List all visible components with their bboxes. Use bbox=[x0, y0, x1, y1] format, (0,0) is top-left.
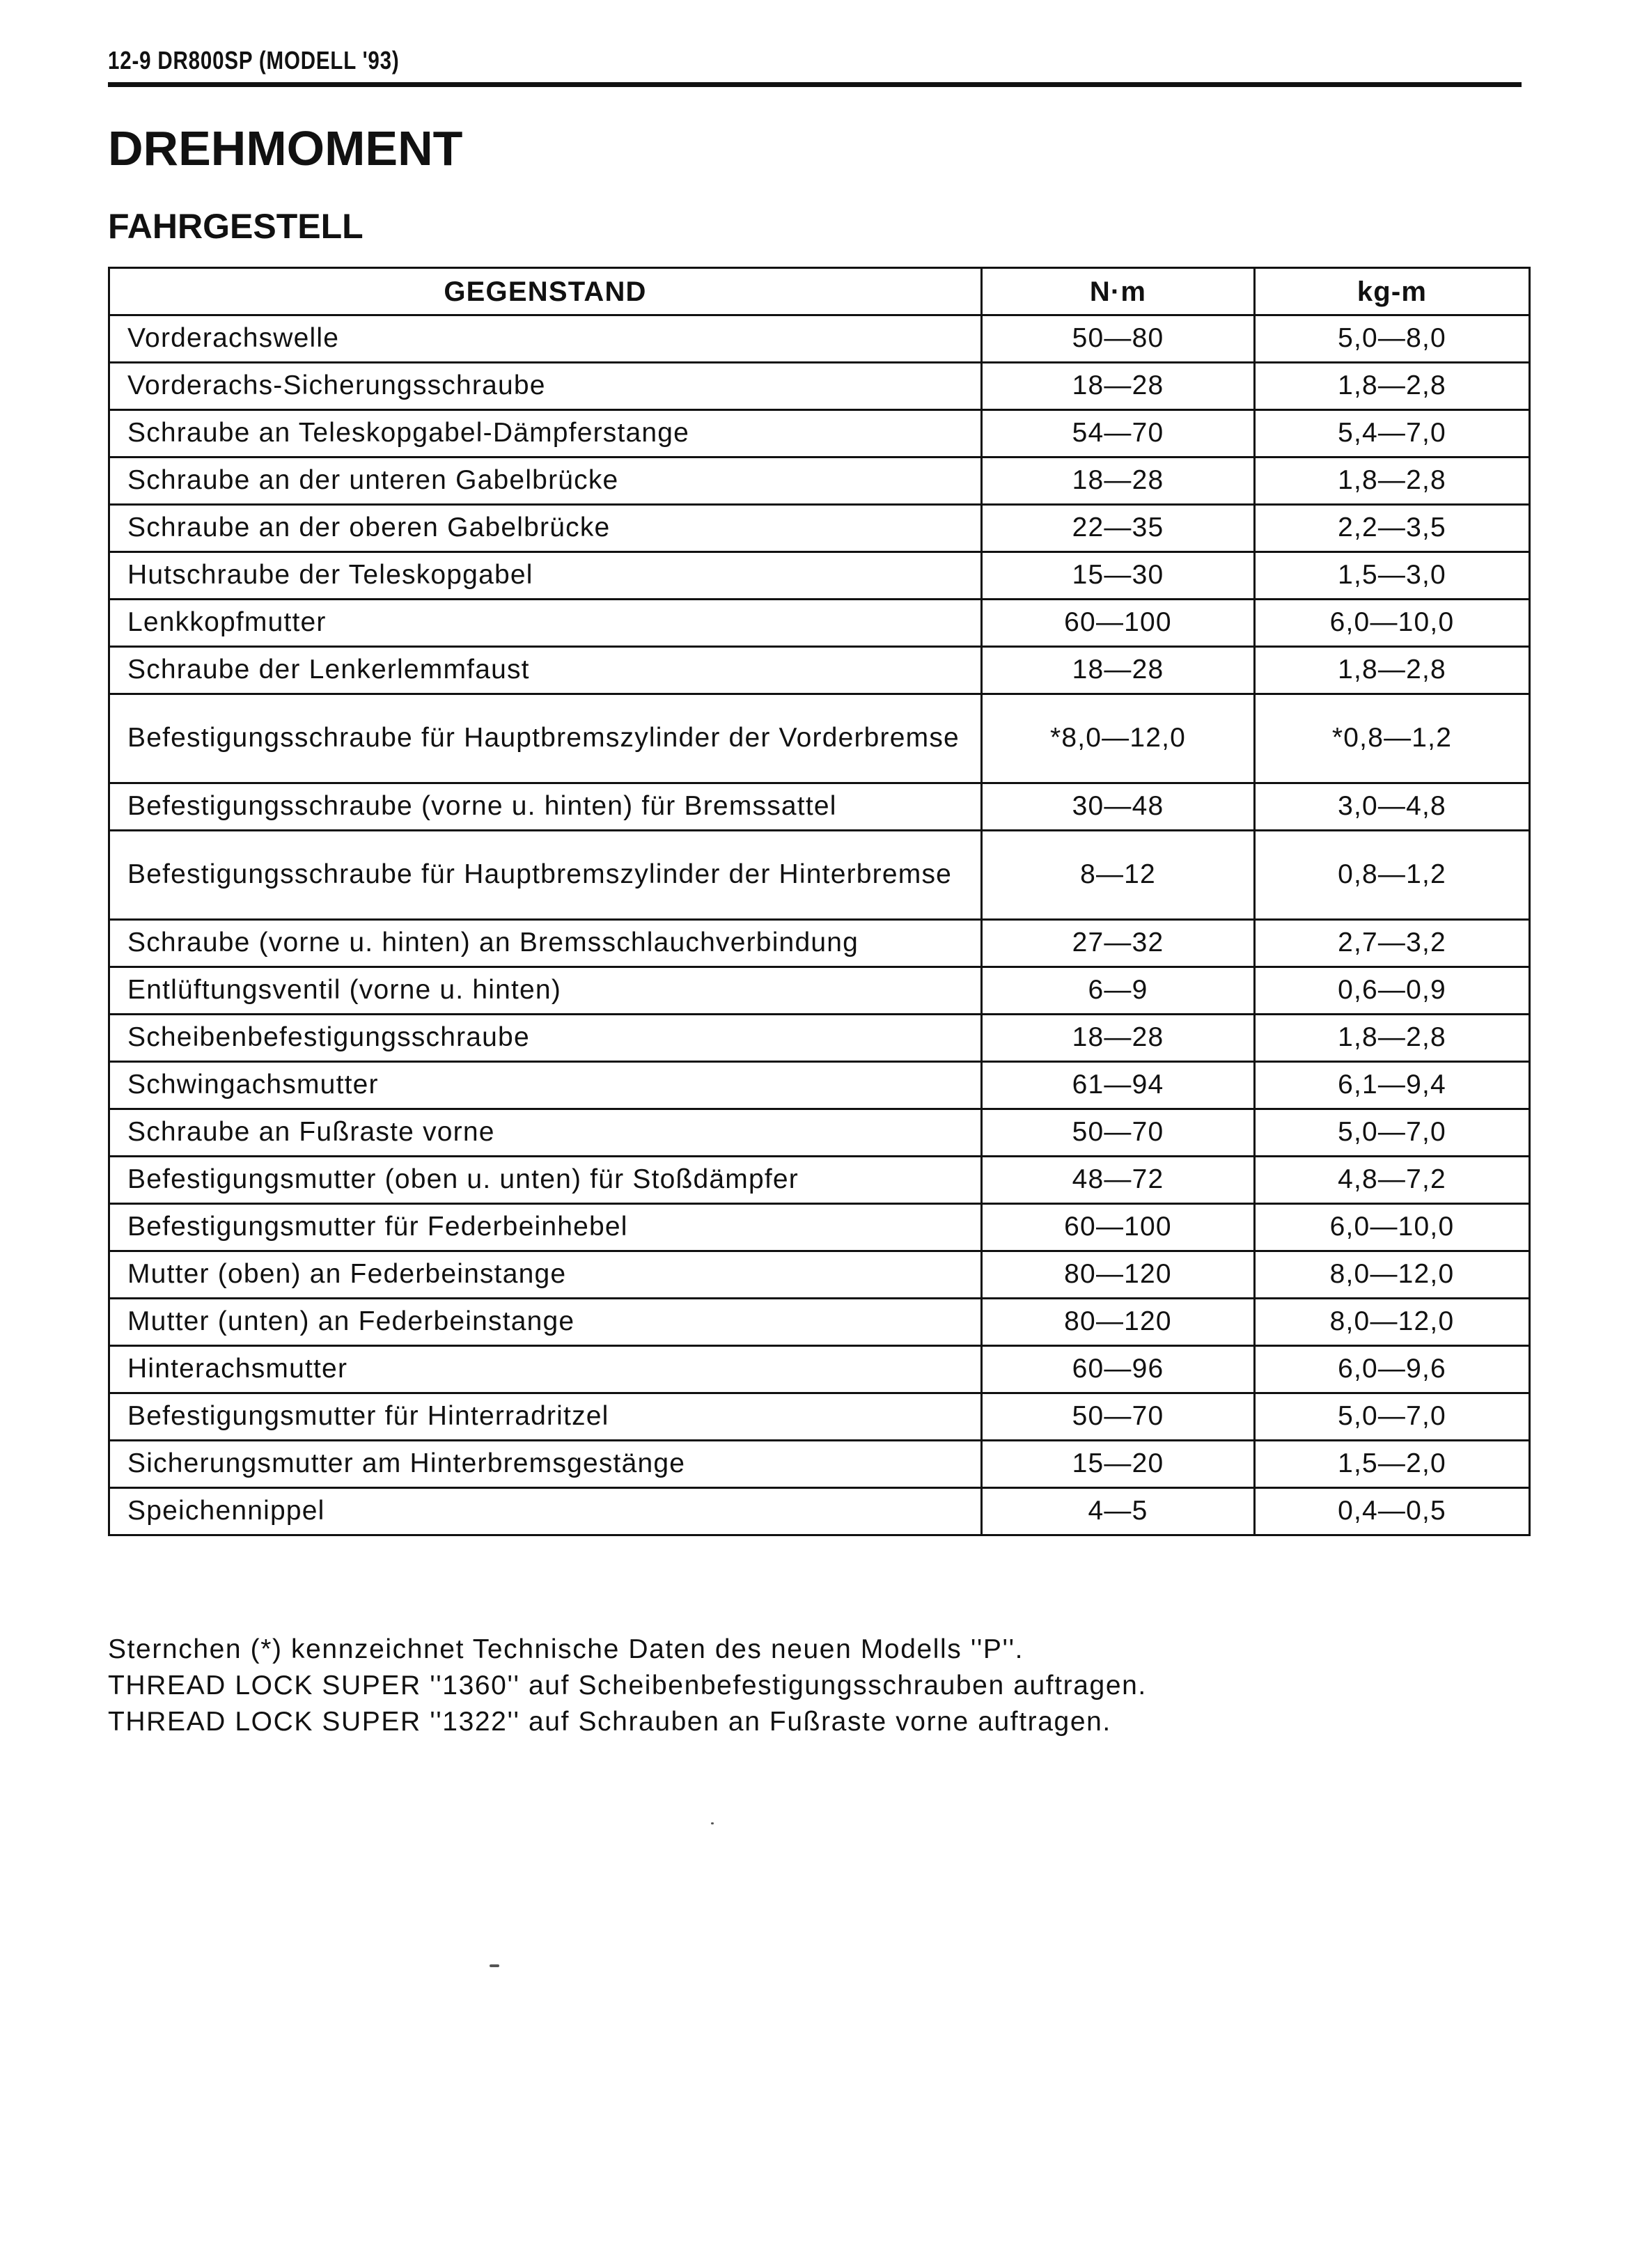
column-header-item: GEGENSTAND bbox=[109, 268, 982, 315]
table-cell-item: Schraube an Fußraste vorne bbox=[109, 1109, 982, 1157]
table-cell-item: Scheibenbefestigungsschraube bbox=[109, 1015, 982, 1062]
section-subtitle: FAHRGESTELL bbox=[108, 207, 363, 246]
table-row bbox=[109, 783, 1530, 831]
table-cell-item: Schraube der Lenkerlemmfaust bbox=[109, 647, 982, 694]
table-cell-kgm: 6,0—10,0 bbox=[1255, 1204, 1530, 1251]
footnote-asterisk: Sternchen (*) kennzeichnet Technische Daten des neuen Modells ''P''. bbox=[108, 1634, 1024, 1664]
table-cell-item: Befestigungsmutter für Federbeinhebel bbox=[109, 1204, 982, 1251]
table-cell-item: Mutter (oben) an Federbeinstange bbox=[109, 1251, 982, 1299]
table-cell-nm: 18—28 bbox=[982, 363, 1255, 410]
table-cell-kgm: 5,0—8,0 bbox=[1255, 315, 1530, 363]
table-cell-nm: 48—72 bbox=[982, 1157, 1255, 1204]
footnote-threadlock-1322: THREAD LOCK SUPER ''1322'' auf Schrauben an Fußraste vorne auftragen. bbox=[108, 1707, 1111, 1737]
page-title: DREHMOMENT bbox=[108, 121, 463, 175]
table-cell-item: Vorderachswelle bbox=[109, 315, 982, 363]
running-head-text: 12-9 DR800SP (MODELL '93) bbox=[108, 46, 400, 75]
table-cell-kgm: 6,1—9,4 bbox=[1255, 1062, 1530, 1109]
table-row bbox=[109, 1062, 1530, 1109]
table-cell-nm: 80—120 bbox=[982, 1251, 1255, 1299]
table-cell-nm: 50—80 bbox=[982, 315, 1255, 363]
table-cell-kgm: 8,0—12,0 bbox=[1255, 1299, 1530, 1346]
table-cell-kgm: 1,8—2,8 bbox=[1255, 647, 1530, 694]
table-row bbox=[109, 457, 1530, 505]
table-cell-nm: 15—20 bbox=[982, 1441, 1255, 1488]
table-row bbox=[109, 600, 1530, 647]
table-cell-item: Schraube an der oberen Gabelbrücke bbox=[109, 505, 982, 552]
table-cell-kgm: 3,0—4,8 bbox=[1255, 783, 1530, 831]
table-cell-nm: 54—70 bbox=[982, 410, 1255, 457]
table-cell-kgm: 4,8—7,2 bbox=[1255, 1157, 1530, 1204]
table-cell-nm: 18—28 bbox=[982, 457, 1255, 505]
table-cell-kgm: 0,6—0,9 bbox=[1255, 967, 1530, 1015]
table-cell-nm: 4—5 bbox=[982, 1488, 1255, 1535]
column-header-nm: N·m bbox=[982, 268, 1255, 315]
table-cell-nm: 60—96 bbox=[982, 1346, 1255, 1393]
table-row bbox=[109, 1157, 1530, 1204]
table-cell-item: Befestigungsmutter für Hinterradritzel bbox=[109, 1393, 982, 1441]
table-row bbox=[109, 647, 1530, 694]
table-row bbox=[109, 920, 1530, 967]
table-row bbox=[109, 967, 1530, 1015]
table-row bbox=[109, 1441, 1530, 1488]
torque-table bbox=[108, 267, 1531, 1536]
table-cell-item: Entlüftungsventil (vorne u. hinten) bbox=[109, 967, 982, 1015]
table-row bbox=[109, 1204, 1530, 1251]
table-cell-kgm: 1,8—2,8 bbox=[1255, 363, 1530, 410]
table-cell-item: Schwingachsmutter bbox=[109, 1062, 982, 1109]
table-cell-kgm: 1,5—3,0 bbox=[1255, 552, 1530, 600]
table-cell-item: Vorderachs-Sicherungsschraube bbox=[109, 363, 982, 410]
table-cell-nm: 61—94 bbox=[982, 1062, 1255, 1109]
table-cell-nm: 50—70 bbox=[982, 1393, 1255, 1441]
column-header-kgm: kg-m bbox=[1255, 268, 1530, 315]
table-cell-nm: 60—100 bbox=[982, 600, 1255, 647]
footnotes bbox=[108, 1632, 1147, 1740]
table-cell-kgm: *0,8—1,2 bbox=[1255, 694, 1530, 783]
table-cell-item: Sicherungsmutter am Hinterbremsgestänge bbox=[109, 1441, 982, 1488]
table-row bbox=[109, 1488, 1530, 1535]
table-row bbox=[109, 694, 1530, 783]
table-cell-item: Schraube an der unteren Gabelbrücke bbox=[109, 457, 982, 505]
table-cell-nm: 60—100 bbox=[982, 1204, 1255, 1251]
table-cell-item: Mutter (unten) an Federbeinstange bbox=[109, 1299, 982, 1346]
table-row bbox=[109, 363, 1530, 410]
table-cell-nm: 22—35 bbox=[982, 505, 1255, 552]
table-cell-kgm: 1,8—2,8 bbox=[1255, 1015, 1530, 1062]
table-row bbox=[109, 552, 1530, 600]
table-cell-item: Lenkkopfmutter bbox=[109, 600, 982, 647]
table-cell-nm: 18—28 bbox=[982, 1015, 1255, 1062]
table-cell-nm: 50—70 bbox=[982, 1109, 1255, 1157]
table-cell-kgm: 0,8—1,2 bbox=[1255, 831, 1530, 920]
table-cell-item: Schraube (vorne u. hinten) an Bremsschlauchverbindung bbox=[109, 920, 982, 967]
table-cell-item: Befestigungsschraube für Hauptbremszylinder der Vorderbremse bbox=[109, 694, 982, 783]
table-cell-item: Befestigungsschraube für Hauptbremszylinder der Hinterbremse bbox=[109, 831, 982, 920]
table-cell-nm: 8—12 bbox=[982, 831, 1255, 920]
table-cell-item: Befestigungsschraube (vorne u. hinten) für Bremssattel bbox=[109, 783, 982, 831]
scan-speck bbox=[711, 1822, 714, 1824]
table-row bbox=[109, 1346, 1530, 1393]
footnote-threadlock-1360: THREAD LOCK SUPER ''1360'' auf Scheibenbefestigungsschrauben auftragen. bbox=[108, 1671, 1147, 1700]
table-cell-nm: 6—9 bbox=[982, 967, 1255, 1015]
table-header-row bbox=[109, 268, 1530, 315]
table-cell-kgm: 1,5—2,0 bbox=[1255, 1441, 1530, 1488]
table-cell-kgm: 5,0—7,0 bbox=[1255, 1109, 1530, 1157]
table-cell-kgm: 0,4—0,5 bbox=[1255, 1488, 1530, 1535]
table-cell-nm: 27—32 bbox=[982, 920, 1255, 967]
table-row bbox=[109, 410, 1530, 457]
table-row bbox=[109, 1299, 1530, 1346]
running-head bbox=[108, 43, 1522, 87]
table-cell-kgm: 2,2—3,5 bbox=[1255, 505, 1530, 552]
table-cell-nm: 15—30 bbox=[982, 552, 1255, 600]
table-row bbox=[109, 1251, 1530, 1299]
table-cell-kgm: 8,0—12,0 bbox=[1255, 1251, 1530, 1299]
table-cell-nm: 30—48 bbox=[982, 783, 1255, 831]
table-cell-nm: *8,0—12,0 bbox=[982, 694, 1255, 783]
table-cell-nm: 80—120 bbox=[982, 1299, 1255, 1346]
scan-speck bbox=[490, 1964, 499, 1967]
table-cell-kgm: 6,0—10,0 bbox=[1255, 600, 1530, 647]
table-row bbox=[109, 831, 1530, 920]
table-cell-kgm: 6,0—9,6 bbox=[1255, 1346, 1530, 1393]
table-row bbox=[109, 1109, 1530, 1157]
table-row bbox=[109, 1015, 1530, 1062]
table-row bbox=[109, 315, 1530, 363]
table-cell-kgm: 1,8—2,8 bbox=[1255, 457, 1530, 505]
table-cell-kgm: 5,0—7,0 bbox=[1255, 1393, 1530, 1441]
table-row bbox=[109, 505, 1530, 552]
table-body bbox=[109, 315, 1530, 1535]
table-cell-item: Speichennippel bbox=[109, 1488, 982, 1535]
table-row bbox=[109, 1393, 1530, 1441]
table-cell-item: Schraube an Teleskopgabel-Dämpferstange bbox=[109, 410, 982, 457]
table-cell-kgm: 5,4—7,0 bbox=[1255, 410, 1530, 457]
table-cell-item: Befestigungsmutter (oben u. unten) für Stoßdämpfer bbox=[109, 1157, 982, 1204]
table-cell-kgm: 2,7—3,2 bbox=[1255, 920, 1530, 967]
table-cell-item: Hutschraube der Teleskopgabel bbox=[109, 552, 982, 600]
table-cell-item: Hinterachsmutter bbox=[109, 1346, 982, 1393]
table-cell-nm: 18—28 bbox=[982, 647, 1255, 694]
